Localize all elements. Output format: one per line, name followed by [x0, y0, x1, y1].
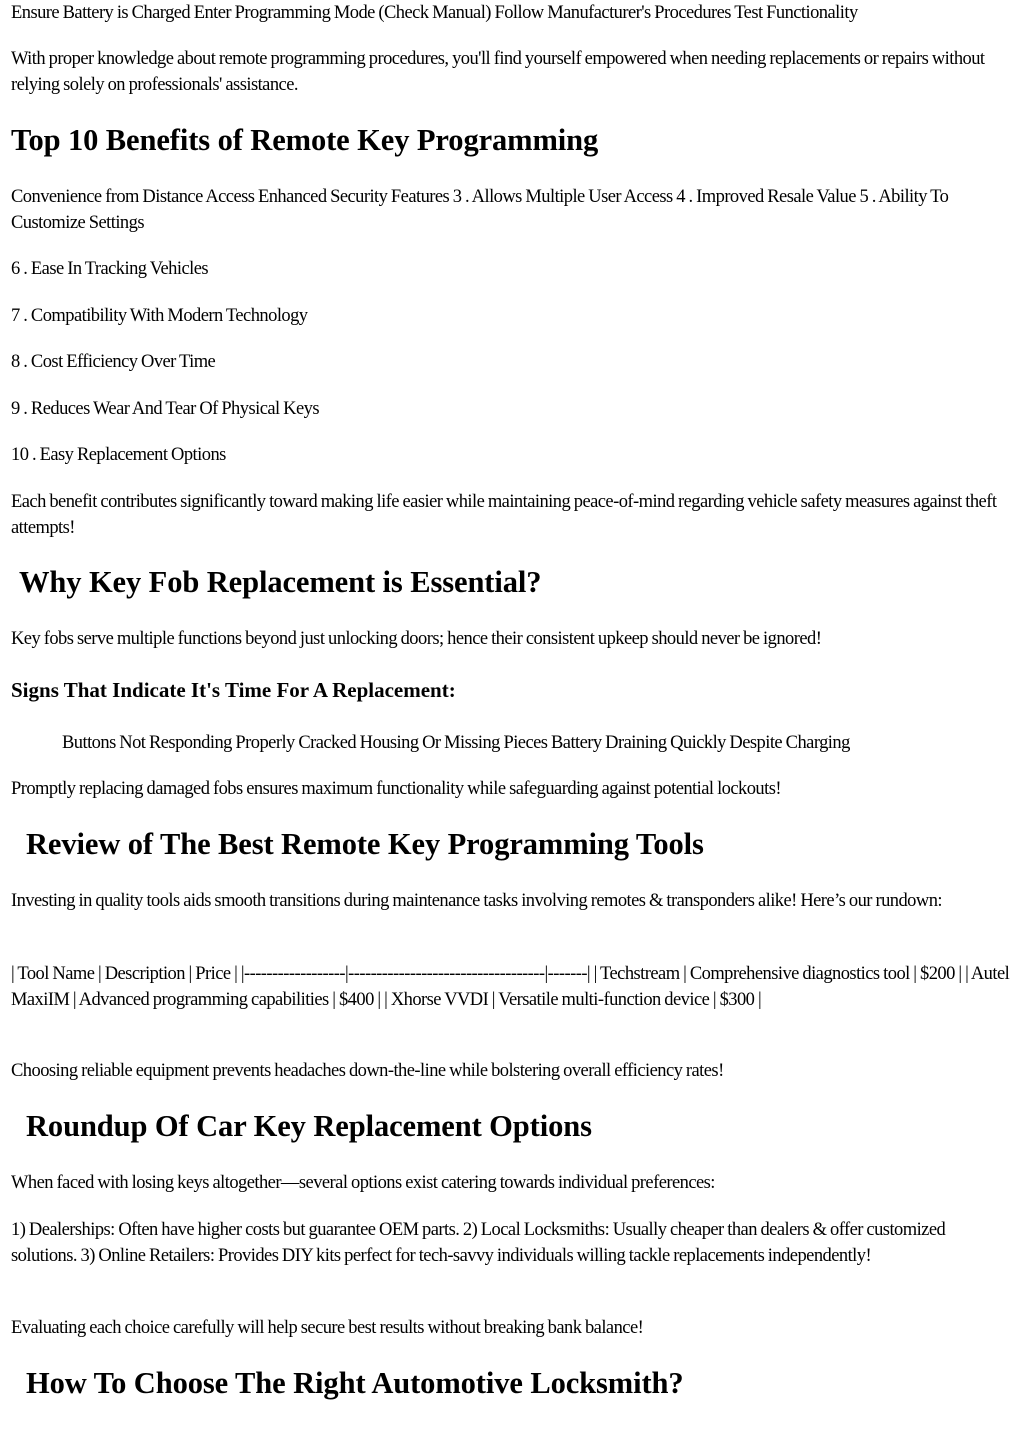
steps-line: Ensure Battery is Charged Enter Programming Mode (Check Manual) Follow Manufacturer's Procedures Test Functionality [11, 3, 858, 23]
tools-review-closing-paragraph: Choosing reliable equipment prevents headaches down-the-line while bolstering overall efficiency rates! [11, 1061, 724, 1081]
benefit-item-9: 9 . Reduces Wear And Tear Of Physical Keys [11, 399, 320, 419]
replacement-options-closing-paragraph: Evaluating each choice carefully will help secure best results without breaking bank balance! [11, 1318, 644, 1338]
tools-review-heading: Review of The Best Remote Key Programming Tools [26, 827, 704, 861]
signs-heading: Signs That Indicate It's Time For A Replacement: [11, 678, 456, 702]
benefit-item-8: 8 . Cost Efficiency Over Time [11, 352, 216, 372]
benefit-item-10: 10 . Easy Replacement Options [11, 445, 226, 465]
knowledge-paragraph: With proper knowledge about remote programming procedures, you'll find yourself empowered when needing replacements or repairs without relying solely on professionals' assistance. [11, 49, 985, 95]
key-fob-heading: Why Key Fob Replacement is Essential? [19, 565, 542, 599]
key-fob-paragraph: Key fobs serve multiple functions beyond just unlocking doors; hence their consistent upkeep should never be ignored! [11, 629, 822, 649]
locksmith-heading: How To Choose The Right Automotive Locksmith? [26, 1366, 684, 1400]
benefit-item-6: 6 . Ease In Tracking Vehicles [11, 259, 209, 279]
replacement-options-paragraph: When faced with losing keys altogether—several options exist catering towards individual preferences: [11, 1173, 715, 1193]
benefits-lead-paragraph: Convenience from Distance Access Enhanced Security Features 3 . Allows Multiple User Access 4 . Improved Resale Value 5 . Ability To Customize Settings [11, 187, 949, 233]
replacement-options-heading: Roundup Of Car Key Replacement Options [26, 1109, 592, 1143]
signs-list: Buttons Not Responding Properly Cracked Housing Or Missing Pieces Battery Draining Quickly Despite Charging [62, 733, 850, 753]
tools-table-text: | Tool Name | Description | Price | |------------------|-----------------------------------|-------| | Techstream | Comprehensive diagnostics tool | $200 | | Autel MaxiIM | Advanced programming capabilities | $400 | | Xhorse VVDI | Versatile multi-function device | $300 | [11, 964, 1010, 1010]
benefit-item-7: 7 . Compatibility With Modern Technology [11, 306, 308, 326]
benefits-closing-paragraph: Each benefit contributes significantly toward making life easier while maintaining peace-of-mind regarding vehicle safety measures against theft attempts! [11, 492, 997, 538]
key-fob-closing-paragraph: Promptly replacing damaged fobs ensures maximum functionality while safeguarding against potential lockouts! [11, 779, 781, 799]
tools-review-paragraph: Investing in quality tools aids smooth transitions during maintenance tasks involving remotes & transponders alike! Here’s our rundown: [11, 891, 942, 911]
replacement-options-list: 1) Dealerships: Often have higher costs but guarantee OEM parts. 2) Local Locksmiths: Usually cheaper than dealers & offer customized solutions. 3) Online Retailers: Provides DIY kits perfect for tech-savvy individuals willing tackle replacements independently! [11, 1220, 946, 1266]
benefits-heading: Top 10 Benefits of Remote Key Programming [11, 123, 599, 157]
